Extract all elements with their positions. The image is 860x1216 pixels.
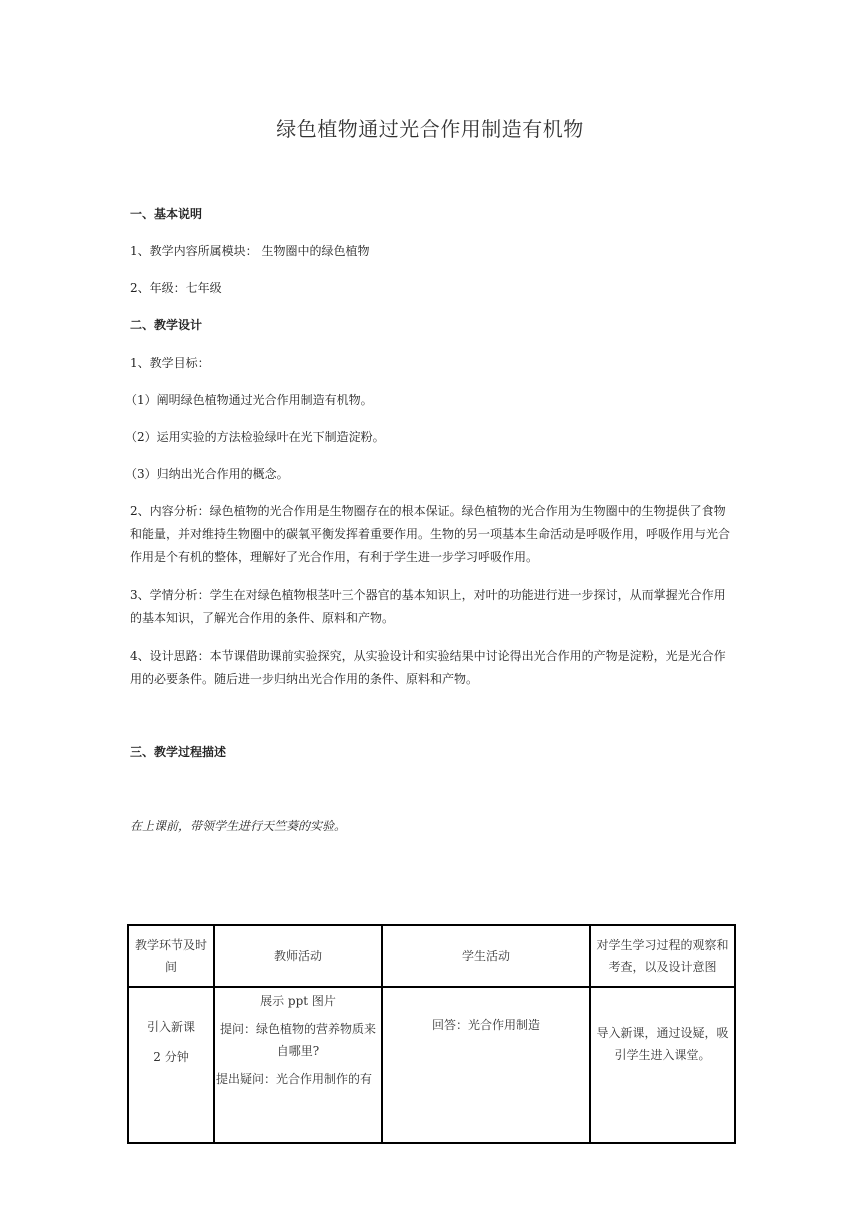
content-analysis: 2、内容分析：绿色植物的光合作用是生物圈存在的根本保证。绿色植物的光合作用为生物圈中的生物提供了食物和能量，并对维持生物圈中的碳氧平衡发挥着重要作用。生物的另一项基本生命活动是呼吸作用，呼吸作用与光合作用是个有机的整体，理解好了光合作用，有利于学生进一步学习呼吸作用。 bbox=[130, 504, 731, 564]
teacher-line: 展示 ppt 图片 bbox=[260, 994, 336, 1008]
stage-name: 引入新课 bbox=[146, 1020, 195, 1034]
cell-student: 回答：光合作用制造 bbox=[382, 987, 590, 1143]
cell-stage bbox=[128, 987, 214, 1143]
page-title: 绿色植物通过光合作用制造有机物 bbox=[276, 117, 584, 141]
grade-line: 2、年级：七年级 bbox=[130, 281, 222, 295]
goal-item: （1）阐明绿色植物通过光合作用制造有机物。 bbox=[125, 393, 373, 407]
table-header-row bbox=[128, 925, 735, 987]
lesson-plan-table bbox=[127, 924, 736, 1144]
cell-teacher bbox=[214, 987, 382, 1143]
student-analysis: 3、学情分析：学生在对绿色植物根茎叶三个器官的基本知识上，对叶的功能进行进一步探讨，从而掌握光合作用的基本知识，了解光合作用的条件、原料和产物。 bbox=[130, 588, 726, 625]
module-line: 1、教学内容所属模块： 生物圈中的绿色植物 bbox=[130, 244, 370, 258]
design-idea: 4、设计思路：本节课借助课前实验探究，从实验设计和实验结果中讨论得出光合作用的产物是淀粉，光是光合作用的必要条件。随后进一步归纳出光合作用的条件、原料和产物。 bbox=[130, 649, 726, 686]
header-cell-student: 学生活动 bbox=[382, 925, 590, 987]
section-heading-process: 三、教学过程描述 bbox=[130, 745, 227, 759]
table-row bbox=[128, 987, 735, 1143]
teacher-line: 提问：绿色植物的营养物质来自哪里? bbox=[219, 1022, 376, 1058]
process-note: 在上课前，带领学生进行天竺葵的实验。 bbox=[130, 819, 347, 833]
section-heading-basic: 一、基本说明 bbox=[130, 207, 203, 221]
header-cell-teacher: 教师活动 bbox=[214, 925, 382, 987]
stage-time: 2 分钟 bbox=[153, 1050, 189, 1064]
goal-item: （3）归纳出光合作用的概念。 bbox=[125, 467, 289, 481]
header-cell-stage: 教学环节及时间 bbox=[128, 925, 214, 987]
goals-label: 1、教学目标： bbox=[130, 356, 210, 370]
teacher-line: 提出疑问：光合作用制作的有 bbox=[216, 1072, 373, 1086]
cell-intent: 导入新课，通过设疑，吸引学生进入课堂。 bbox=[590, 987, 735, 1143]
header-cell-intent: 对学生学习过程的观察和考查，以及设计意图 bbox=[590, 925, 735, 987]
section-heading-design: 二、教学设计 bbox=[130, 318, 203, 332]
goal-item: （2）运用实验的方法检验绿叶在光下制造淀粉。 bbox=[125, 430, 385, 444]
